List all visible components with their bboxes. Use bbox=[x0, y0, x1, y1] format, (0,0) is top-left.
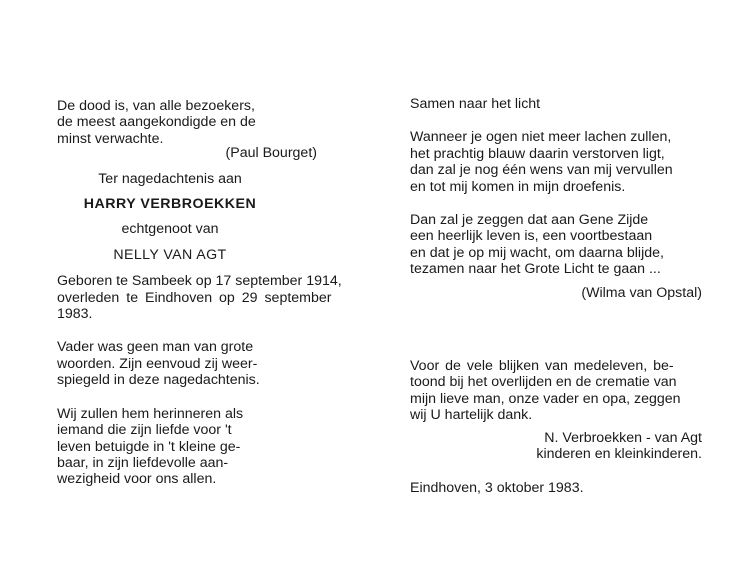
paragraph-line: wezigheid voor ons allen. bbox=[57, 471, 217, 488]
paragraph-line: iemand die zijn liefde voor 't bbox=[57, 422, 232, 439]
thanks-line: toond bij het overlijden en de crematie van bbox=[410, 374, 677, 391]
poem-line: Wanneer je ogen niet meer lachen zullen, bbox=[410, 129, 672, 146]
thanks-line: mijn lieve man, onze vader en opa, zeggen bbox=[410, 390, 681, 407]
thanks-paragraph bbox=[410, 358, 702, 424]
signature bbox=[410, 430, 702, 463]
spouse-name: NELLY VAN AGT bbox=[113, 246, 227, 263]
paragraph-line: Wij zullen hem herinneren als bbox=[57, 405, 244, 422]
quote-line: de meest aangekondigde en de bbox=[57, 114, 256, 131]
thanks-line: Voor de vele blijken van medeleven, be- bbox=[410, 358, 674, 375]
quote-line: De dood is, van alle bezoekers, bbox=[57, 98, 255, 114]
poem-title: Samen naar het licht bbox=[410, 96, 541, 112]
thanks-line: wij U hartelijk dank. bbox=[410, 407, 533, 424]
quote-line: minst verwachte. bbox=[57, 130, 164, 147]
poem-stanza-2 bbox=[410, 212, 702, 278]
quote-author: (Paul Bourget) bbox=[225, 145, 317, 162]
poem-line: dan zal je nog één wens van mij vervullen bbox=[410, 162, 673, 179]
paragraph-line: spiegeld in deze nagedachtenis. bbox=[57, 372, 260, 389]
signature-line: kinderen en kleinkinderen. bbox=[536, 446, 702, 463]
poem-line: en tot mij komen in mijn droefenis. bbox=[410, 178, 626, 195]
right-column bbox=[410, 96, 702, 496]
signature-line: N. Verbroekken - van Agt bbox=[544, 429, 702, 446]
father-paragraph bbox=[57, 339, 319, 388]
birth-death-line: Geboren te Sambeek op 17 september 1914, bbox=[57, 273, 342, 290]
remember-paragraph bbox=[57, 406, 319, 488]
birth-death-line: overleden te Eindhoven op 29 september bbox=[57, 289, 332, 306]
paragraph-line: leven betuigde in 't kleine ge- bbox=[57, 438, 241, 455]
poem-stanza-1 bbox=[410, 129, 702, 195]
poem-line: Dan zal je zeggen dat aan Gene Zijde bbox=[410, 212, 649, 229]
memorial-intro: Ter nagedachtenis aan bbox=[98, 170, 242, 187]
relation-text: echtgenoot van bbox=[121, 221, 219, 238]
poem-line: tezamen naar het Grote Licht te gaan ... bbox=[410, 261, 661, 278]
birth-death-text bbox=[57, 273, 342, 323]
poem-author: (Wilma van Opstal) bbox=[581, 284, 702, 301]
paragraph-line: woorden. Zijn eenvoud zij weer- bbox=[57, 355, 258, 372]
paragraph-line: baar, in zijn liefdevolle aan- bbox=[57, 454, 229, 471]
place-date: Eindhoven, 3 oktober 1983. bbox=[410, 479, 584, 496]
paragraph-line: Vader was geen man van grote bbox=[57, 339, 254, 356]
opening-quote bbox=[57, 98, 319, 147]
birth-death-line: 1983. bbox=[57, 306, 93, 323]
poem-line: een heerlijk leven is, een voortbestaan bbox=[410, 228, 653, 245]
left-column bbox=[57, 98, 342, 488]
poem-line: en dat je op mij wacht, om daarna blijde, bbox=[410, 244, 664, 261]
deceased-name: HARRY VERBROEKKEN bbox=[83, 196, 257, 213]
poem-line: het prachtig blauw daarin verstorven ligt, bbox=[410, 145, 665, 162]
